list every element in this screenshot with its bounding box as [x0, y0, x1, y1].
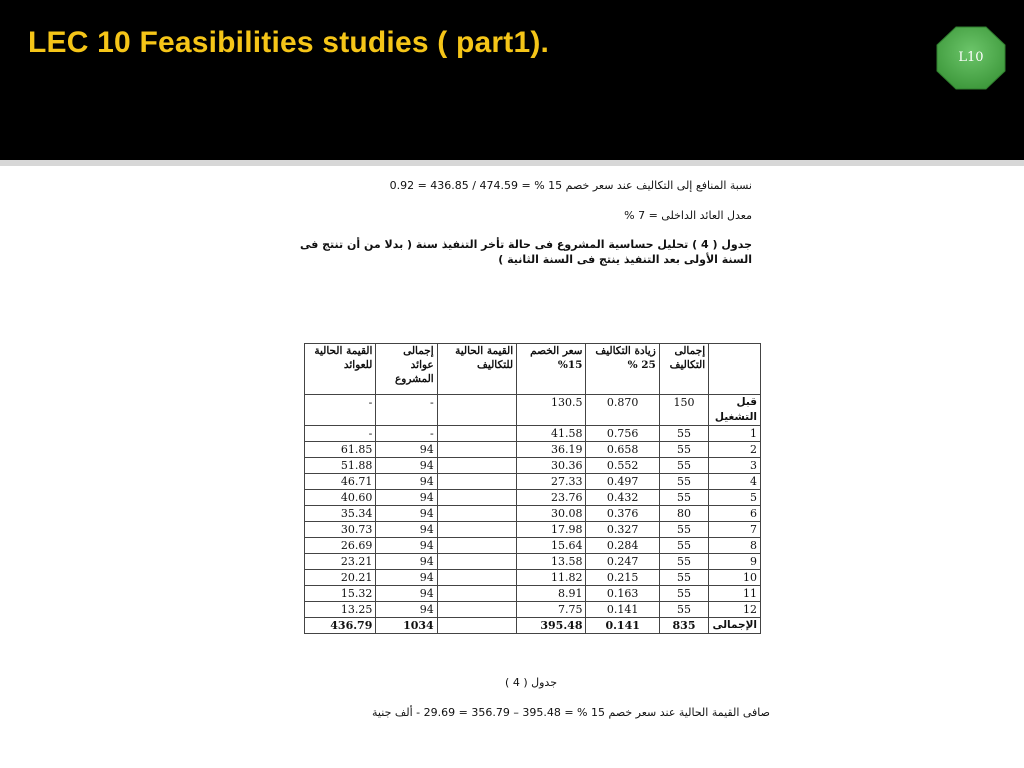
- cell-discount-rate: 395.48: [517, 618, 586, 634]
- cell-pv-costs: [437, 395, 516, 426]
- cell-year: 5: [709, 490, 761, 506]
- cell-cost-increase: 0.284: [586, 538, 659, 554]
- npv-line: صافى القيمة الحالية عند سعر خصم 15 % = 395.48 – 356.79 = 29.69 - ألف جنية: [372, 706, 770, 719]
- cell-total-costs: 55: [659, 570, 708, 586]
- header-total-costs: إجمالى التكاليف: [659, 344, 708, 395]
- cell-cost-increase: 0.552: [586, 458, 659, 474]
- cell-pv-costs: [437, 586, 516, 602]
- cell-year: الإجمالى: [709, 618, 761, 634]
- cell-total-returns: 94: [376, 522, 437, 538]
- cell-cost-increase: 0.163: [586, 586, 659, 602]
- header-divider: [0, 160, 1024, 166]
- cell-cost-increase: 0.658: [586, 442, 659, 458]
- cell-discount-rate: 11.82: [517, 570, 586, 586]
- cell-total-costs: 55: [659, 474, 708, 490]
- cell-pv-costs: [437, 522, 516, 538]
- cell-cost-increase: 0.327: [586, 522, 659, 538]
- table-row: [305, 602, 761, 618]
- cell-total-costs: 55: [659, 458, 708, 474]
- cell-total-costs: 55: [659, 442, 708, 458]
- cell-pv-returns: 30.73: [305, 522, 376, 538]
- cell-pv-returns: 20.21: [305, 570, 376, 586]
- cell-pv-costs: [437, 506, 516, 522]
- table-row: [305, 490, 761, 506]
- cell-pv-costs: [437, 602, 516, 618]
- cell-pv-returns: -: [305, 426, 376, 442]
- slide-header: [0, 0, 1024, 160]
- table-row: [305, 554, 761, 570]
- table-row: [305, 538, 761, 554]
- cell-cost-increase: 0.141: [586, 602, 659, 618]
- cell-discount-rate: 8.91: [517, 586, 586, 602]
- cell-pv-returns: 15.32: [305, 586, 376, 602]
- header-pv-costs: القيمة الحالية للتكاليف: [437, 344, 516, 395]
- table-row: [305, 395, 761, 426]
- cell-year: 8: [709, 538, 761, 554]
- cell-total-returns: 94: [376, 474, 437, 490]
- cell-discount-rate: 23.76: [517, 490, 586, 506]
- cell-total-returns: 94: [376, 602, 437, 618]
- table-row: [305, 442, 761, 458]
- slide-number-badge: [936, 26, 1006, 90]
- irr-line: معدل العائد الداخلى = 7 %: [624, 209, 752, 222]
- cell-total-returns: -: [376, 426, 437, 442]
- cell-pv-returns: 436.79: [305, 618, 376, 634]
- cell-total-returns: 94: [376, 570, 437, 586]
- cell-year: 11: [709, 586, 761, 602]
- cell-cost-increase: 0.756: [586, 426, 659, 442]
- table-row: [305, 506, 761, 522]
- cell-year: 9: [709, 554, 761, 570]
- cell-total-returns: 94: [376, 538, 437, 554]
- cell-year: 6: [709, 506, 761, 522]
- cell-discount-rate: 41.58: [517, 426, 586, 442]
- header-pv-returns: القيمة الحالية للعوائد: [305, 344, 376, 395]
- sensitivity-table: [304, 343, 761, 634]
- cell-total-returns: -: [376, 395, 437, 426]
- cell-total-costs: 55: [659, 522, 708, 538]
- cell-pv-returns: 35.34: [305, 506, 376, 522]
- cell-pv-returns: 23.21: [305, 554, 376, 570]
- cell-total-costs: 55: [659, 586, 708, 602]
- cell-pv-costs: [437, 458, 516, 474]
- cell-pv-returns: 13.25: [305, 602, 376, 618]
- cell-discount-rate: 17.98: [517, 522, 586, 538]
- cell-year: 3: [709, 458, 761, 474]
- cell-total-costs: 55: [659, 490, 708, 506]
- cell-year: 4: [709, 474, 761, 490]
- cell-total-returns: 94: [376, 490, 437, 506]
- slide-title: LEC 10 Feasibilities studies ( part1).: [28, 26, 550, 59]
- cell-total-costs: 55: [659, 602, 708, 618]
- table-caption-line-1: جدول ( 4 ) تحليل حساسية المشروع فى حالة تأخر التنفيذ سنة ( بدلا من أن تنتج فى: [299, 238, 752, 251]
- cell-pv-returns: 40.60: [305, 490, 376, 506]
- cell-discount-rate: 36.19: [517, 442, 586, 458]
- cell-discount-rate: 13.58: [517, 554, 586, 570]
- table-body: [305, 395, 761, 634]
- table-row: [305, 474, 761, 490]
- table-row: [305, 618, 761, 634]
- cell-pv-costs: [437, 538, 516, 554]
- benefit-cost-ratio-line: نسبة المنافع إلى التكاليف عند سعر خصم 15 % = 474.59 / 436.85 = 0.92: [389, 179, 752, 192]
- cell-cost-increase: 0.497: [586, 474, 659, 490]
- cell-pv-returns: 51.88: [305, 458, 376, 474]
- cell-cost-increase: 0.247: [586, 554, 659, 570]
- cell-cost-increase: 0.432: [586, 490, 659, 506]
- cell-pv-costs: [437, 426, 516, 442]
- cell-cost-increase: 0.376: [586, 506, 659, 522]
- cell-pv-returns: -: [305, 395, 376, 426]
- cell-pv-costs: [437, 618, 516, 634]
- table-row: [305, 458, 761, 474]
- cell-pv-costs: [437, 570, 516, 586]
- cell-total-costs: 835: [659, 618, 708, 634]
- cell-total-returns: 94: [376, 554, 437, 570]
- table-header-row: [305, 344, 761, 395]
- cell-year: قبل التشغيل: [709, 395, 761, 426]
- cell-total-costs: 80: [659, 506, 708, 522]
- cell-total-returns: 94: [376, 586, 437, 602]
- cell-year: 10: [709, 570, 761, 586]
- cell-discount-rate: 30.08: [517, 506, 586, 522]
- table-row: [305, 570, 761, 586]
- header-year: [709, 344, 761, 395]
- table-row: [305, 586, 761, 602]
- cell-total-costs: 55: [659, 538, 708, 554]
- cell-year: 7: [709, 522, 761, 538]
- cell-discount-rate: 7.75: [517, 602, 586, 618]
- cell-pv-returns: 61.85: [305, 442, 376, 458]
- header-total-returns: إجمالى عوائد المشروع: [376, 344, 437, 395]
- cell-pv-costs: [437, 474, 516, 490]
- cell-total-returns: 94: [376, 442, 437, 458]
- cell-cost-increase: 0.141: [586, 618, 659, 634]
- slide-number: L10: [958, 50, 984, 65]
- cell-year: 1: [709, 426, 761, 442]
- cell-total-returns: 94: [376, 506, 437, 522]
- table-caption-line-2: السنة الأولى بعد التنفيذ ينتج فى السنة الثانية ): [498, 253, 752, 266]
- cell-total-costs: 150: [659, 395, 708, 426]
- cell-discount-rate: 130.5: [517, 395, 586, 426]
- table-label: جدول ( 4 ): [505, 676, 557, 689]
- cell-year: 12: [709, 602, 761, 618]
- header-discount-rate: سعر الخصم 15%: [517, 344, 586, 395]
- header-cost-increase: زيادة التكاليف 25 %: [586, 344, 659, 395]
- cell-pv-costs: [437, 554, 516, 570]
- cell-discount-rate: 30.36: [517, 458, 586, 474]
- table-row: [305, 522, 761, 538]
- cell-year: 2: [709, 442, 761, 458]
- cell-total-returns: 1034: [376, 618, 437, 634]
- table-row: [305, 426, 761, 442]
- cell-pv-returns: 46.71: [305, 474, 376, 490]
- cell-pv-costs: [437, 442, 516, 458]
- cell-discount-rate: 15.64: [517, 538, 586, 554]
- cell-cost-increase: 0.215: [586, 570, 659, 586]
- cell-cost-increase: 0.870: [586, 395, 659, 426]
- cell-pv-costs: [437, 490, 516, 506]
- cell-total-costs: 55: [659, 554, 708, 570]
- cell-discount-rate: 27.33: [517, 474, 586, 490]
- cell-pv-returns: 26.69: [305, 538, 376, 554]
- cell-total-costs: 55: [659, 426, 708, 442]
- cell-total-returns: 94: [376, 458, 437, 474]
